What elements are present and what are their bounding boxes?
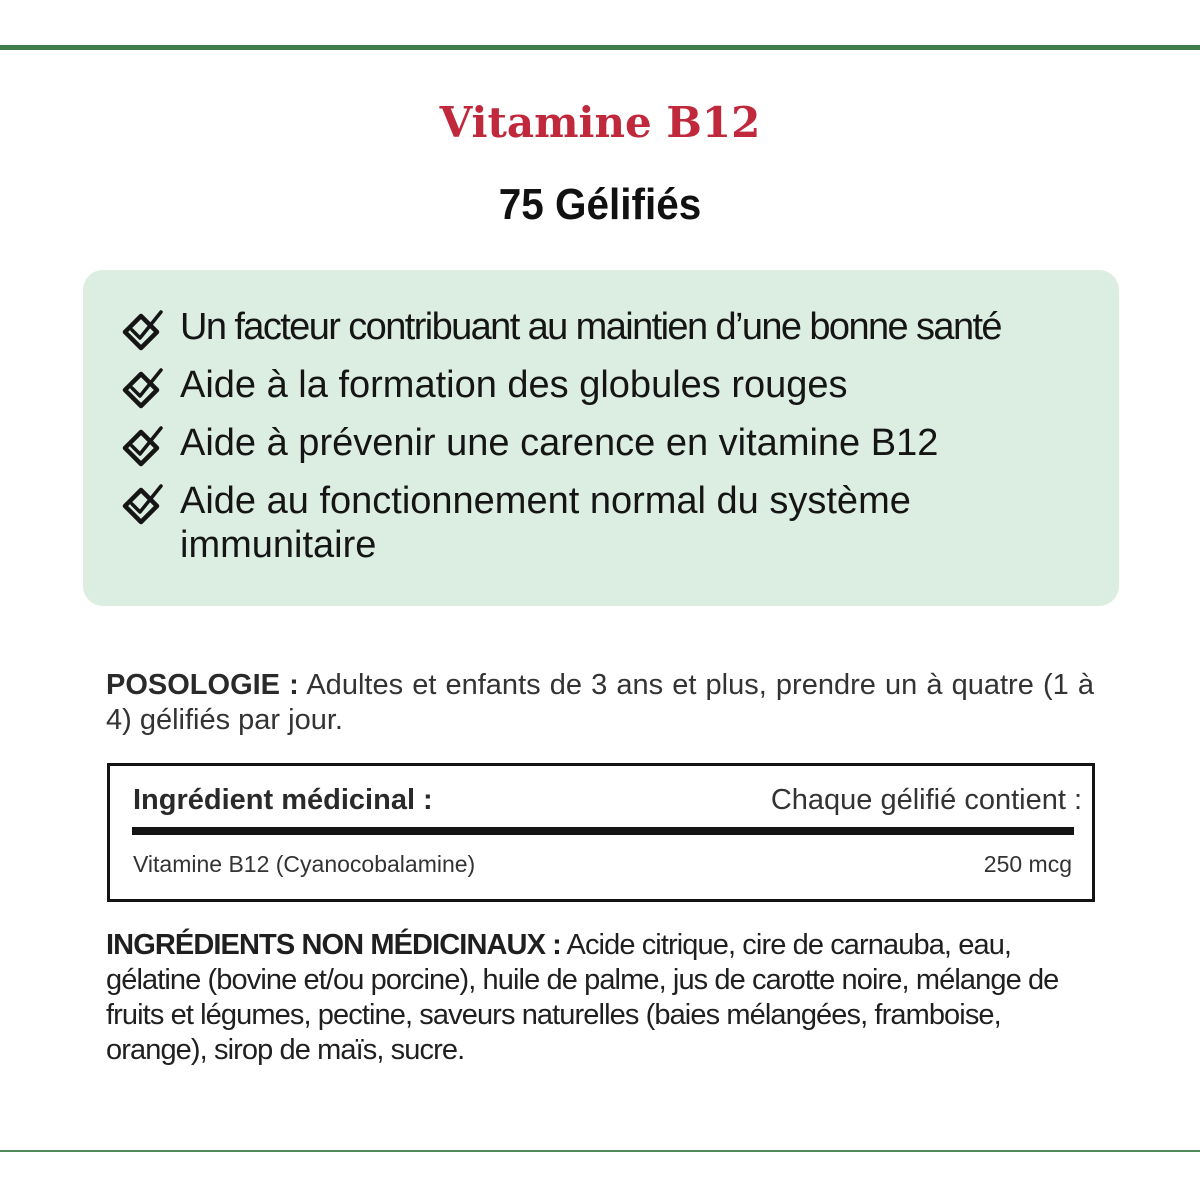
benefit-item — [119, 479, 1040, 567]
dosage-label: POSOLOGIE : — [106, 669, 299, 701]
table-header-divider — [132, 827, 1074, 835]
benefit-item — [119, 305, 1001, 354]
dosage-text: Adultes et enfants de 3 ans et plus, prendre un à quatre (1 à 4) gélifiés par jour. — [106, 669, 1094, 736]
table-cell-ingredient-name: Vitamine B12 (Cyanocobalamine) — [133, 851, 476, 877]
benefit-item — [119, 363, 848, 412]
table-header-ingredient: Ingrédient médicinal : — [133, 784, 433, 816]
benefit-item — [119, 421, 938, 470]
check-diamond-icon — [119, 366, 165, 412]
product-count: 75 Gélifiés — [498, 180, 702, 229]
benefit-label: Aide au fonctionnement normal du système immunitaire — [180, 480, 911, 566]
medicinal-ingredient-table — [107, 763, 1095, 902]
product-title: Vitamine B12 — [439, 98, 761, 147]
bottom-divider — [0, 1150, 1200, 1152]
check-diamond-icon — [119, 424, 165, 470]
check-diamond-icon — [119, 308, 165, 354]
table-cell-ingredient-amount: 250 mcg — [983, 851, 1072, 877]
check-diamond-icon — [119, 482, 165, 528]
benefit-label: Un facteur contribuant au maintien d’une bonne santé — [180, 306, 1001, 348]
table-header-amount: Chaque gélifié contient : — [770, 784, 1082, 816]
benefits-panel — [83, 270, 1119, 606]
dosage-section — [106, 668, 1094, 738]
benefit-label: Aide à la formation des globules rouges — [180, 364, 848, 406]
benefit-label: Aide à prévenir une carence en vitamine B12 — [180, 422, 939, 464]
top-divider — [0, 45, 1200, 50]
non-medicinal-text: Acide citrique, cire de carnauba, eau, gélatine (bovine et/ou porcine), huile de palme, jus de carotte noire, mélange de fruits et légumes, pectine, saveurs naturelles (baies mélangées, framboise, orange), sirop de maïs, sucre. — [106, 929, 1059, 1066]
non-medicinal-ingredients — [106, 928, 1096, 1068]
non-medicinal-label: INGRÉDIENTS NON MÉDICINAUX : — [106, 929, 561, 961]
